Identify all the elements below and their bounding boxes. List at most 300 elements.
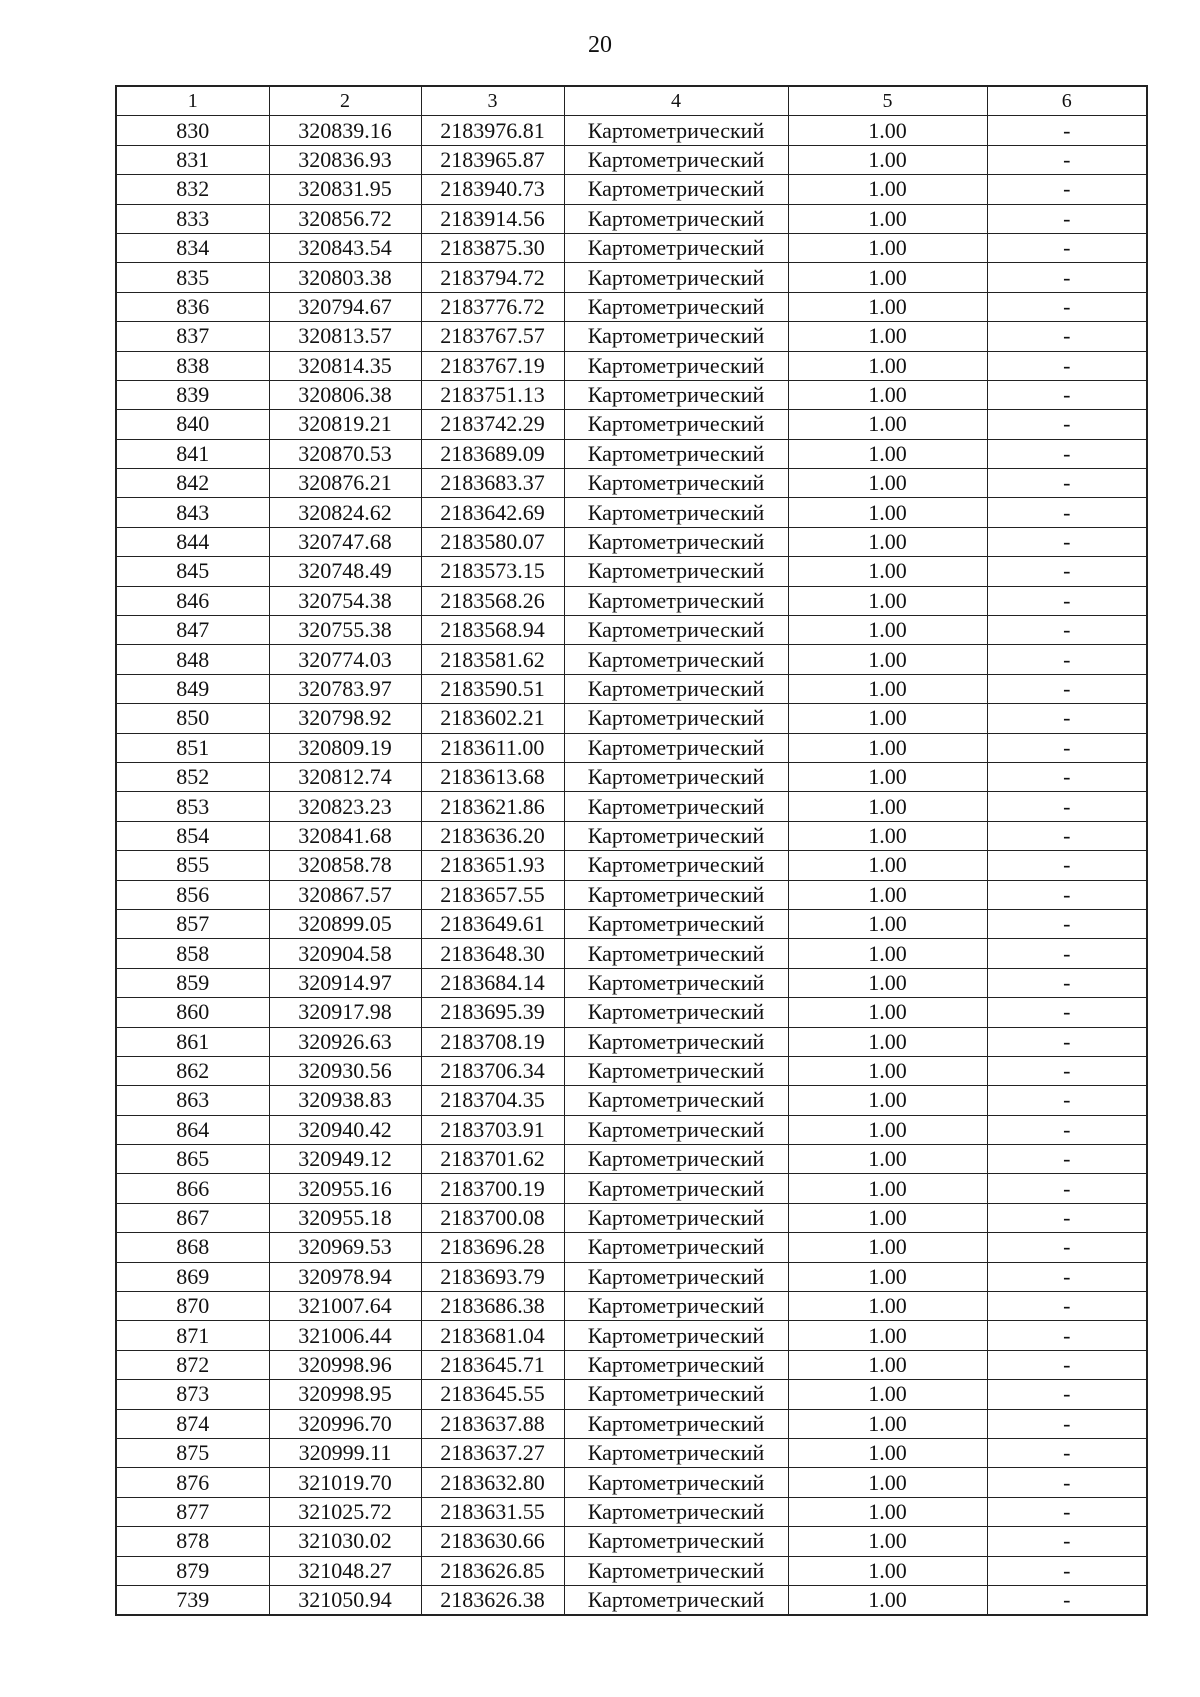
y-coordinate-cell: 2183651.93 [421,851,564,880]
y-coordinate-cell: 2183648.30 [421,939,564,968]
method-cell: Картометрический [564,998,788,1027]
method-cell: Картометрический [564,880,788,909]
accuracy-cell: 1.00 [788,498,987,527]
accuracy-cell: 1.00 [788,292,987,321]
point-number-cell: 854 [116,821,269,850]
point-number-cell: 861 [116,1027,269,1056]
method-cell: Картометрический [564,233,788,262]
column-header: 5 [788,86,987,116]
accuracy-cell: 1.00 [788,469,987,498]
point-number-cell: 845 [116,557,269,586]
column-header: 1 [116,86,269,116]
table-row [116,351,1147,380]
point-number-cell: 858 [116,939,269,968]
accuracy-cell: 1.00 [788,762,987,791]
point-number-cell: 857 [116,909,269,938]
description-cell: - [987,1468,1147,1497]
point-number-cell: 875 [116,1438,269,1467]
x-coordinate-cell: 320978.94 [269,1262,421,1291]
x-coordinate-cell: 320930.56 [269,1056,421,1085]
x-coordinate-cell: 320774.03 [269,645,421,674]
point-number-cell: 863 [116,1086,269,1115]
point-number-cell: 867 [116,1203,269,1232]
method-cell: Картометрический [564,1086,788,1115]
method-cell: Картометрический [564,674,788,703]
description-cell: - [987,1203,1147,1232]
description-cell: - [987,527,1147,556]
x-coordinate-cell: 320856.72 [269,204,421,233]
x-coordinate-cell: 320870.53 [269,439,421,468]
column-header: 4 [564,86,788,116]
table-row [116,204,1147,233]
column-header: 2 [269,86,421,116]
accuracy-cell: 1.00 [788,792,987,821]
x-coordinate-cell: 320940.42 [269,1115,421,1144]
table-row [116,175,1147,204]
description-cell: - [987,1438,1147,1467]
table-row [116,322,1147,351]
y-coordinate-cell: 2183621.86 [421,792,564,821]
point-number-cell: 866 [116,1174,269,1203]
accuracy-cell: 1.00 [788,821,987,850]
accuracy-cell: 1.00 [788,1468,987,1497]
method-cell: Картометрический [564,322,788,351]
point-number-cell: 872 [116,1350,269,1379]
point-number-cell: 871 [116,1321,269,1350]
point-number-cell: 879 [116,1556,269,1585]
table-row [116,145,1147,174]
point-number-cell: 856 [116,880,269,909]
x-coordinate-cell: 321007.64 [269,1292,421,1321]
accuracy-cell: 1.00 [788,880,987,909]
point-number-cell: 859 [116,968,269,997]
point-number-cell: 830 [116,116,269,145]
x-coordinate-cell: 320806.38 [269,380,421,409]
x-coordinate-cell: 320949.12 [269,1145,421,1174]
y-coordinate-cell: 2183683.37 [421,469,564,498]
point-number-cell: 874 [116,1409,269,1438]
description-cell: - [987,322,1147,351]
y-coordinate-cell: 2183642.69 [421,498,564,527]
method-cell: Картометрический [564,557,788,586]
method-cell: Картометрический [564,1292,788,1321]
point-number-cell: 834 [116,233,269,262]
description-cell: - [987,998,1147,1027]
table-row [116,292,1147,321]
x-coordinate-cell: 320996.70 [269,1409,421,1438]
table-row [116,674,1147,703]
method-cell: Картометрический [564,204,788,233]
point-number-cell: 846 [116,586,269,615]
x-coordinate-cell: 321025.72 [269,1497,421,1526]
table-row [116,1027,1147,1056]
x-coordinate-cell: 320876.21 [269,469,421,498]
accuracy-cell: 1.00 [788,1380,987,1409]
y-coordinate-cell: 2183700.19 [421,1174,564,1203]
table-row [116,909,1147,938]
point-number-cell: 860 [116,998,269,1027]
y-coordinate-cell: 2183693.79 [421,1262,564,1291]
accuracy-cell: 1.00 [788,1409,987,1438]
accuracy-cell: 1.00 [788,116,987,145]
method-cell: Картометрический [564,733,788,762]
method-cell: Картометрический [564,351,788,380]
point-number-cell: 864 [116,1115,269,1144]
x-coordinate-cell: 320843.54 [269,233,421,262]
method-cell: Картометрический [564,645,788,674]
table-row [116,762,1147,791]
method-cell: Картометрический [564,1115,788,1144]
method-cell: Картометрический [564,380,788,409]
x-coordinate-cell: 321030.02 [269,1527,421,1556]
accuracy-cell: 1.00 [788,1497,987,1526]
table-row [116,1438,1147,1467]
description-cell: - [987,263,1147,292]
table-row [116,498,1147,527]
point-number-cell: 862 [116,1056,269,1085]
y-coordinate-cell: 2183914.56 [421,204,564,233]
table-row [116,1321,1147,1350]
description-cell: - [987,821,1147,850]
description-cell: - [987,939,1147,968]
method-cell: Картометрический [564,586,788,615]
table-row [116,851,1147,880]
accuracy-cell: 1.00 [788,1585,987,1615]
x-coordinate-cell: 320754.38 [269,586,421,615]
y-coordinate-cell: 2183976.81 [421,116,564,145]
method-cell: Картометрический [564,939,788,968]
method-cell: Картометрический [564,968,788,997]
method-cell: Картометрический [564,792,788,821]
point-number-cell: 838 [116,351,269,380]
accuracy-cell: 1.00 [788,1292,987,1321]
header-row [116,86,1147,116]
point-number-cell: 831 [116,145,269,174]
accuracy-cell: 1.00 [788,557,987,586]
y-coordinate-cell: 2183875.30 [421,233,564,262]
method-cell: Картометрический [564,263,788,292]
point-number-cell: 837 [116,322,269,351]
table-row [116,439,1147,468]
y-coordinate-cell: 2183602.21 [421,704,564,733]
description-cell: - [987,645,1147,674]
method-cell: Картометрический [564,410,788,439]
y-coordinate-cell: 2183681.04 [421,1321,564,1350]
x-coordinate-cell: 320809.19 [269,733,421,762]
description-cell: - [987,1556,1147,1585]
y-coordinate-cell: 2183626.85 [421,1556,564,1585]
accuracy-cell: 1.00 [788,263,987,292]
point-number-cell: 833 [116,204,269,233]
x-coordinate-cell: 320998.95 [269,1380,421,1409]
point-number-cell: 849 [116,674,269,703]
y-coordinate-cell: 2183631.55 [421,1497,564,1526]
accuracy-cell: 1.00 [788,175,987,204]
table-row [116,263,1147,292]
method-cell: Картометрический [564,439,788,468]
method-cell: Картометрический [564,175,788,204]
point-number-cell: 873 [116,1380,269,1409]
description-cell: - [987,410,1147,439]
table-row [116,469,1147,498]
table-row [116,968,1147,997]
y-coordinate-cell: 2183965.87 [421,145,564,174]
point-number-cell: 868 [116,1233,269,1262]
x-coordinate-cell: 320998.96 [269,1350,421,1379]
table-row [116,1350,1147,1379]
description-cell: - [987,1233,1147,1262]
description-cell: - [987,968,1147,997]
y-coordinate-cell: 2183645.55 [421,1380,564,1409]
point-number-cell: 869 [116,1262,269,1291]
y-coordinate-cell: 2183637.88 [421,1409,564,1438]
description-cell: - [987,439,1147,468]
coordinates-table [115,85,1148,1616]
method-cell: Картометрический [564,1468,788,1497]
x-coordinate-cell: 320819.21 [269,410,421,439]
x-coordinate-cell: 320823.23 [269,792,421,821]
description-cell: - [987,204,1147,233]
y-coordinate-cell: 2183703.91 [421,1115,564,1144]
accuracy-cell: 1.00 [788,733,987,762]
x-coordinate-cell: 320747.68 [269,527,421,556]
y-coordinate-cell: 2183767.57 [421,322,564,351]
point-number-cell: 855 [116,851,269,880]
accuracy-cell: 1.00 [788,1115,987,1144]
method-cell: Картометрический [564,292,788,321]
x-coordinate-cell: 320914.97 [269,968,421,997]
y-coordinate-cell: 2183695.39 [421,998,564,1027]
description-cell: - [987,557,1147,586]
accuracy-cell: 1.00 [788,939,987,968]
y-coordinate-cell: 2183613.68 [421,762,564,791]
point-number-cell: 877 [116,1497,269,1526]
method-cell: Картометрический [564,1233,788,1262]
x-coordinate-cell: 320814.35 [269,351,421,380]
column-header: 3 [421,86,564,116]
method-cell: Картометрический [564,1350,788,1379]
x-coordinate-cell: 320955.18 [269,1203,421,1232]
x-coordinate-cell: 320917.98 [269,998,421,1027]
y-coordinate-cell: 2183580.07 [421,527,564,556]
accuracy-cell: 1.00 [788,1086,987,1115]
accuracy-cell: 1.00 [788,704,987,733]
description-cell: - [987,1585,1147,1615]
x-coordinate-cell: 320794.67 [269,292,421,321]
y-coordinate-cell: 2183637.27 [421,1438,564,1467]
point-number-cell: 848 [116,645,269,674]
accuracy-cell: 1.00 [788,1233,987,1262]
table-body [116,86,1147,1615]
table-row [116,1203,1147,1232]
x-coordinate-cell: 320938.83 [269,1086,421,1115]
x-coordinate-cell: 320926.63 [269,1027,421,1056]
point-number-cell: 852 [116,762,269,791]
accuracy-cell: 1.00 [788,851,987,880]
description-cell: - [987,1350,1147,1379]
table-row [116,1233,1147,1262]
y-coordinate-cell: 2183632.80 [421,1468,564,1497]
accuracy-cell: 1.00 [788,380,987,409]
description-cell: - [987,233,1147,262]
description-cell: - [987,1174,1147,1203]
accuracy-cell: 1.00 [788,1556,987,1585]
table-row [116,380,1147,409]
description-cell: - [987,1497,1147,1526]
x-coordinate-cell: 320748.49 [269,557,421,586]
x-coordinate-cell: 321050.94 [269,1585,421,1615]
table-row [116,1174,1147,1203]
point-number-cell: 836 [116,292,269,321]
method-cell: Картометрический [564,1556,788,1585]
description-cell: - [987,1027,1147,1056]
point-number-cell: 850 [116,704,269,733]
x-coordinate-cell: 321048.27 [269,1556,421,1585]
y-coordinate-cell: 2183696.28 [421,1233,564,1262]
x-coordinate-cell: 320955.16 [269,1174,421,1203]
table-row [116,1585,1147,1615]
table-row [116,1056,1147,1085]
description-cell: - [987,762,1147,791]
x-coordinate-cell: 320783.97 [269,674,421,703]
accuracy-cell: 1.00 [788,1438,987,1467]
description-cell: - [987,586,1147,615]
point-number-cell: 847 [116,616,269,645]
description-cell: - [987,674,1147,703]
y-coordinate-cell: 2183568.94 [421,616,564,645]
table-row [116,557,1147,586]
description-cell: - [987,616,1147,645]
y-coordinate-cell: 2183700.08 [421,1203,564,1232]
accuracy-cell: 1.00 [788,968,987,997]
table-row [116,233,1147,262]
x-coordinate-cell: 321006.44 [269,1321,421,1350]
method-cell: Картометрический [564,1174,788,1203]
point-number-cell: 878 [116,1527,269,1556]
method-cell: Картометрический [564,1027,788,1056]
y-coordinate-cell: 2183590.51 [421,674,564,703]
x-coordinate-cell: 320841.68 [269,821,421,850]
y-coordinate-cell: 2183701.62 [421,1145,564,1174]
table-row [116,1086,1147,1115]
table-row [116,1556,1147,1585]
x-coordinate-cell: 320899.05 [269,909,421,938]
table-row [116,616,1147,645]
accuracy-cell: 1.00 [788,439,987,468]
accuracy-cell: 1.00 [788,351,987,380]
table-row [116,410,1147,439]
x-coordinate-cell: 320803.38 [269,263,421,292]
table-row [116,1292,1147,1321]
table-row [116,1115,1147,1144]
point-number-cell: 739 [116,1585,269,1615]
table-row [116,1527,1147,1556]
x-coordinate-cell: 321019.70 [269,1468,421,1497]
x-coordinate-cell: 320831.95 [269,175,421,204]
y-coordinate-cell: 2183573.15 [421,557,564,586]
accuracy-cell: 1.00 [788,204,987,233]
y-coordinate-cell: 2183742.29 [421,410,564,439]
description-cell: - [987,1262,1147,1291]
method-cell: Картометрический [564,909,788,938]
description-cell: - [987,1292,1147,1321]
column-header: 6 [987,86,1147,116]
point-number-cell: 841 [116,439,269,468]
y-coordinate-cell: 2183581.62 [421,645,564,674]
point-number-cell: 839 [116,380,269,409]
table-row [116,733,1147,762]
accuracy-cell: 1.00 [788,1203,987,1232]
y-coordinate-cell: 2183649.61 [421,909,564,938]
accuracy-cell: 1.00 [788,674,987,703]
y-coordinate-cell: 2183611.00 [421,733,564,762]
accuracy-cell: 1.00 [788,1321,987,1350]
table-row [116,116,1147,145]
point-number-cell: 840 [116,410,269,439]
y-coordinate-cell: 2183751.13 [421,380,564,409]
method-cell: Картометрический [564,498,788,527]
point-number-cell: 853 [116,792,269,821]
method-cell: Картометрический [564,1321,788,1350]
point-number-cell: 865 [116,1145,269,1174]
point-number-cell: 843 [116,498,269,527]
table-row [116,527,1147,556]
table-row [116,880,1147,909]
method-cell: Картометрический [564,704,788,733]
table-row [116,1262,1147,1291]
accuracy-cell: 1.00 [788,1145,987,1174]
accuracy-cell: 1.00 [788,586,987,615]
y-coordinate-cell: 2183645.71 [421,1350,564,1379]
description-cell: - [987,1380,1147,1409]
method-cell: Картометрический [564,762,788,791]
y-coordinate-cell: 2183636.20 [421,821,564,850]
description-cell: - [987,792,1147,821]
method-cell: Картометрический [564,851,788,880]
table-row [116,1145,1147,1174]
accuracy-cell: 1.00 [788,645,987,674]
x-coordinate-cell: 320839.16 [269,116,421,145]
description-cell: - [987,116,1147,145]
x-coordinate-cell: 320858.78 [269,851,421,880]
method-cell: Картометрический [564,1409,788,1438]
description-cell: - [987,1115,1147,1144]
point-number-cell: 835 [116,263,269,292]
x-coordinate-cell: 320867.57 [269,880,421,909]
description-cell: - [987,498,1147,527]
accuracy-cell: 1.00 [788,909,987,938]
x-coordinate-cell: 320999.11 [269,1438,421,1467]
y-coordinate-cell: 2183626.38 [421,1585,564,1615]
accuracy-cell: 1.00 [788,145,987,174]
description-cell: - [987,1056,1147,1085]
y-coordinate-cell: 2183706.34 [421,1056,564,1085]
point-number-cell: 876 [116,1468,269,1497]
description-cell: - [987,175,1147,204]
accuracy-cell: 1.00 [788,410,987,439]
description-cell: - [987,351,1147,380]
point-number-cell: 842 [116,469,269,498]
method-cell: Картометрический [564,145,788,174]
y-coordinate-cell: 2183657.55 [421,880,564,909]
method-cell: Картометрический [564,116,788,145]
description-cell: - [987,292,1147,321]
point-number-cell: 851 [116,733,269,762]
x-coordinate-cell: 320836.93 [269,145,421,174]
x-coordinate-cell: 320969.53 [269,1233,421,1262]
method-cell: Картометрический [564,821,788,850]
table-row [116,821,1147,850]
